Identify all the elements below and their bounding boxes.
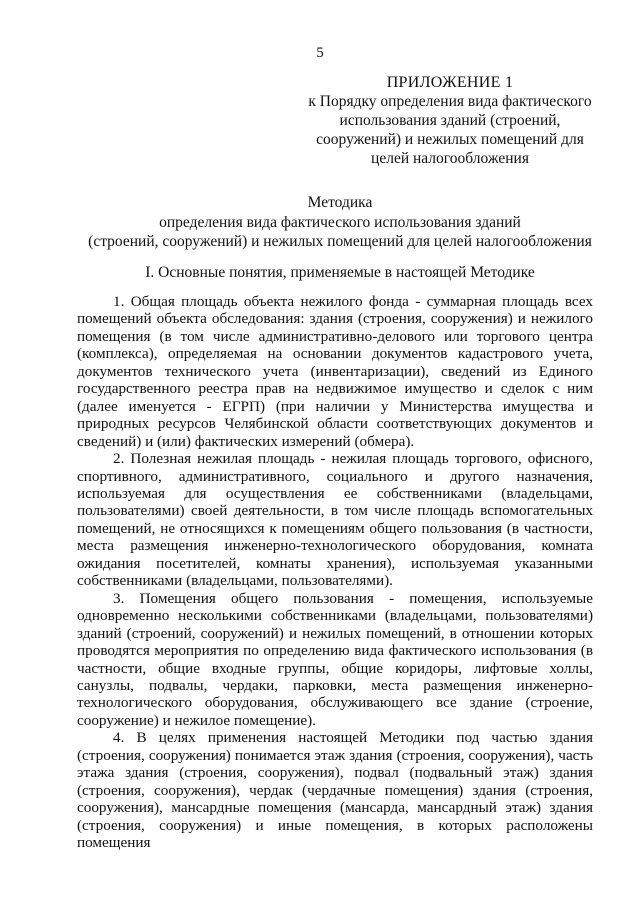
page-number: 5 bbox=[316, 45, 324, 61]
title-line: определения вида фактического использования зданий bbox=[159, 213, 521, 231]
document-title bbox=[60, 193, 620, 252]
body-text bbox=[77, 293, 593, 852]
paragraph: 3. Помещения общего пользования - помещения, используемые одновременно несколькими собственниками (владельцами, пользователями) зданий (строений, сооружений) и нежилых помещений, в отношении которых проводятся мероприятия по определению вида фактического использования (в частности, общие входные группы, общие коридоры, лифтовые холлы, санузлы, подвалы, чердаки, парковки, места размещения инженерно-технологического оборудования, обслуживающего все здание (строение, сооружение) и нежилое помещение). bbox=[77, 589, 593, 729]
paragraph: 4. В целях применения настоящей Методики под частью здания (строения, сооружения) понимается этаж здания (строения, сооружения), часть этажа здания (строения, сооружения), подвал (подвальный этаж) здания (строения, сооружения), чердак (чердачные помещения) здания (строения, сооружения), мансардные помещения (мансарда, мансардный этаж) здания (строения, сооружения) и иные помещения, в которых расположены помещения bbox=[77, 729, 593, 852]
title-line: Методика bbox=[307, 194, 373, 211]
appendix-line: целей налогообложения bbox=[371, 150, 529, 167]
appendix-heading: ПРИЛОЖЕНИЕ 1 bbox=[386, 74, 514, 91]
section-heading: I. Основные понятия, применяемые в настоящей Методике bbox=[145, 264, 535, 281]
appendix-line: сооружений) и нежилых помещений для bbox=[316, 131, 584, 148]
title-line: (строений, сооружений) и нежилых помещений для целей налогообложения bbox=[88, 233, 592, 250]
paragraph: 1. Общая площадь объекта нежилого фонда - суммарная площадь всех помещений объекта обследования: здания (строения, сооружения) и нежилого помещения (в том числе административно-делового или торгового центра (комплекса), определяемая на основании документов кадастрового учета, документов технического учета (инвентаризации), сведений из Единого государственного реестра прав на недвижимое имущество и сделок с ним (далее именуется - ЕГРП) (при наличии у Министерства имущества и природных ресурсов Челябинской области соответствующих документов и сведений) и (или) фактических измерений (обмера). bbox=[77, 293, 593, 450]
paragraph: 2. Полезная нежилая площадь - нежилая площадь торгового, офисного, спортивного, административного, социального и другого назначения, используемая для осуществления ее собственниками (владельцами, пользователями) своей деятельности, в том числе площадь вспомогательных помещений, не относящихся к помещениям общего пользования (в частности, места размещения инженерно-технологического оборудования, комната ожидания посетителей, комнаты хранения), используемая указанными собственниками (владельцами, пользователями). bbox=[77, 450, 593, 590]
appendix-line: к Порядку определения вида фактического bbox=[308, 93, 592, 110]
appendix-block bbox=[300, 73, 600, 168]
appendix-line: использования зданий (строений, bbox=[339, 112, 561, 129]
